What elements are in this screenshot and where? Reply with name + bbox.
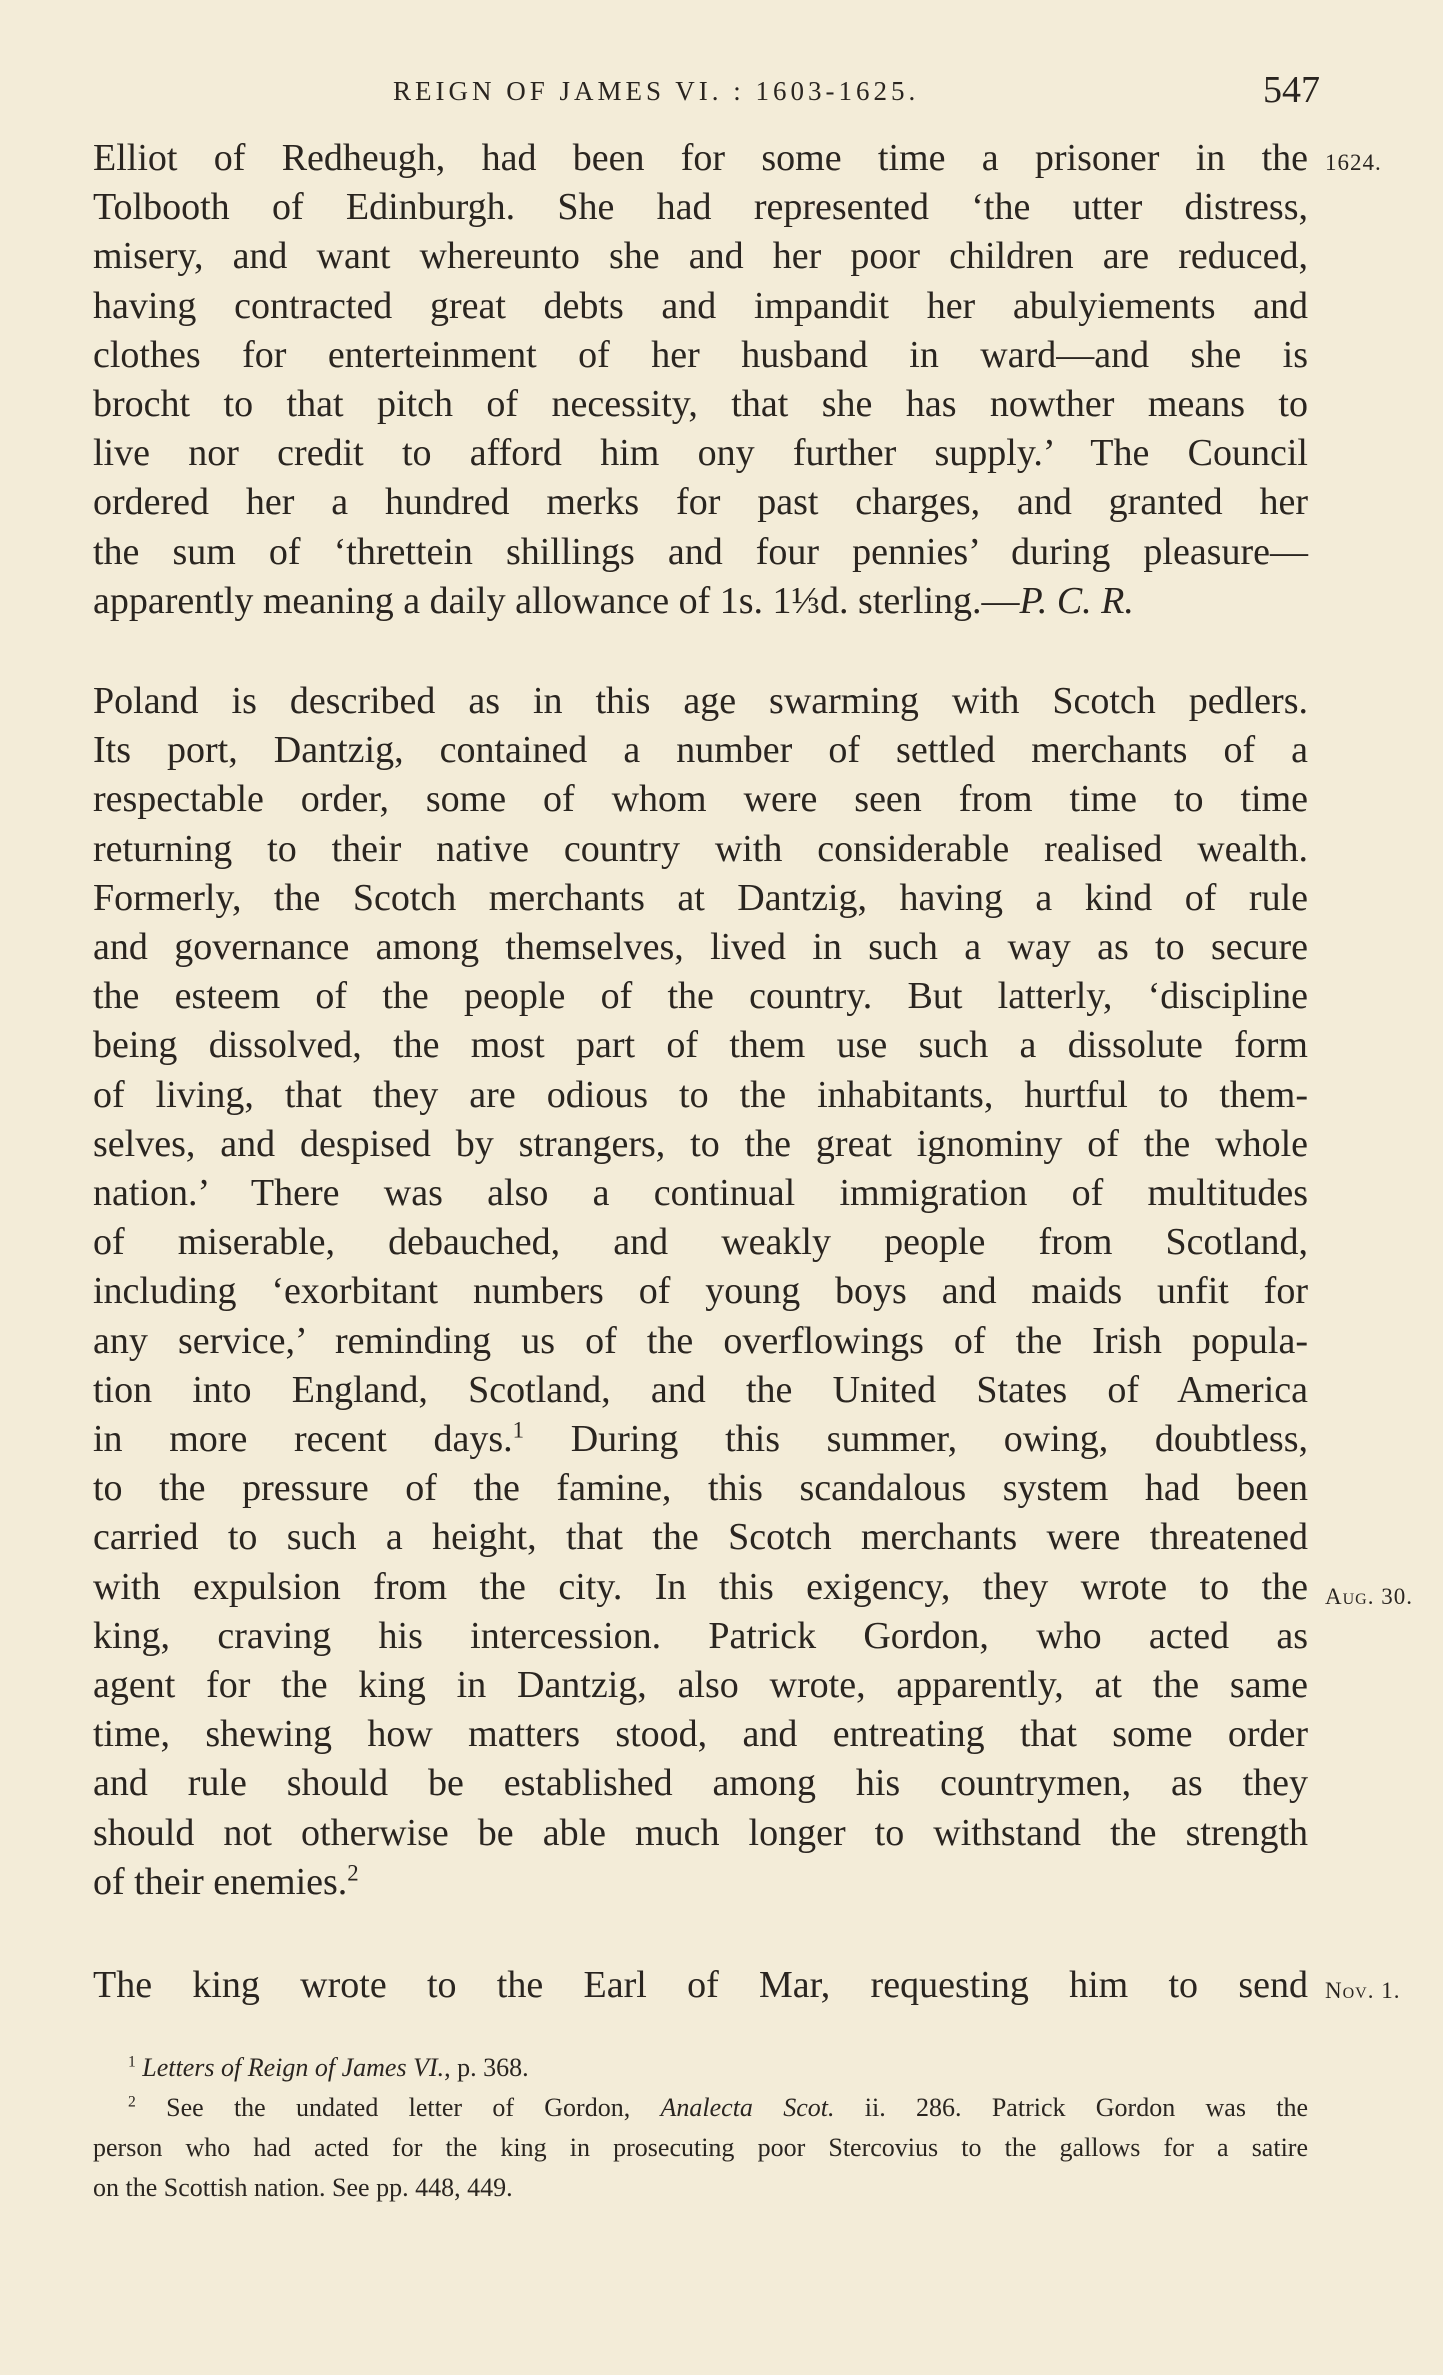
text-fragment: of their enemies. — [93, 1860, 348, 1903]
text-line: having contracted great debts and impandit her abulyiements and — [93, 284, 1308, 327]
text-line: Formerly, the Scotch merchants at Dantzig, having a kind of rule — [93, 876, 1308, 919]
footnote-2 — [93, 2088, 1308, 2128]
text-line: time, shewing how matters stood, and entreating that some order — [93, 1713, 1308, 1756]
text-line: clothes for enterteinment of her husband in ward—and she is — [93, 333, 1308, 376]
footnote-title: Analecta Scot. — [660, 2093, 835, 2122]
text-line: nation.’ There was also a continual immigration of multitudes — [93, 1172, 1308, 1215]
footnote-2-line: on the Scottish nation. See pp. 448, 449. — [93, 2173, 513, 2202]
text-line: brocht to that pitch of necessity, that she has nowther means to — [93, 383, 1308, 426]
footnote-ref-1: 1 — [512, 1417, 525, 1443]
text-line: including ‘exorbitant numbers of young boys and maids unfit for — [93, 1270, 1308, 1313]
text-line: The king wrote to the Earl of Mar, requesting him to send — [93, 1964, 1308, 2006]
footnote-title: Letters of Reign of James VI. — [142, 2053, 445, 2082]
text-line: of living, that they are odious to the inhabitants, hurtful to them- — [93, 1073, 1308, 1116]
text-line: respectable order, some of whom were seen from time to time — [93, 778, 1308, 821]
text-line: ordered her a hundred merks for past charges, and granted her — [93, 481, 1308, 524]
text-line — [93, 577, 1308, 626]
paragraph-prisoner — [93, 134, 1308, 626]
paragraph-poland — [93, 677, 1308, 1907]
text-line — [93, 1415, 1308, 1464]
footnotes — [93, 2048, 1308, 2208]
text-line: live nor credit to afford him ony further supply.’ The Council — [93, 432, 1308, 475]
text-line: carried to such a height, that the Scotch merchants were threatened — [93, 1516, 1308, 1559]
text-fragment: During this summer, owing, doubtless, — [524, 1418, 1308, 1461]
footnote-text: ii. 286. Patrick Gordon was the — [834, 2093, 1309, 2122]
text-line: misery, and want whereunto she and her poor children are reduced, — [93, 235, 1308, 278]
text-line: selves, and despised by strangers, to the great ignominy of the whole — [93, 1122, 1308, 1165]
text-line: to the pressure of the famine, this scandalous system had been — [93, 1467, 1308, 1510]
footnote-1 — [93, 2048, 1308, 2088]
text-line: returning to their native country with considerable realised wealth. — [93, 827, 1308, 870]
page-header — [93, 62, 1320, 122]
margin-note-aug: Aug. 30. — [1325, 1584, 1413, 1609]
text-line: Its port, Dantzig, contained a number of settled merchants of a — [93, 729, 1308, 772]
margin-note-year: 1624. — [1325, 150, 1382, 175]
running-title: REIGN OF JAMES VI. : 1603-1625. — [393, 76, 920, 106]
text-line: Tolbooth of Edinburgh. She had represented ‘the utter distress, — [93, 186, 1308, 229]
text-fragment: in more recent days. — [93, 1418, 513, 1461]
footnote-2-line: person who had acted for the king in prosecuting poor Stercovius to the gallows for a satire — [93, 2133, 1308, 2162]
citation: P. C. R. — [1019, 579, 1134, 622]
footnote-text: See the undated letter of Gordon, — [166, 2093, 661, 2122]
text-line: and governance among themselves, lived in such a way as to secure — [93, 926, 1308, 969]
text-line: should not otherwise be able much longer to withstand the strength — [93, 1811, 1308, 1854]
text-line: agent for the king in Dantzig, also wrote, apparently, at the same — [93, 1664, 1308, 1707]
text-line: the sum of ‘threttein shillings and four pennies’ during pleasure— — [93, 530, 1308, 573]
footnote-ref-2: 2 — [347, 1860, 359, 1886]
text-line: Poland is described as in this age swarming with Scotch pedlers. — [93, 680, 1308, 722]
text-line: Elliot of Redheugh, had been for some time a prisoner in the — [93, 137, 1308, 179]
text-line: king, craving his intercession. Patrick Gordon, who acted as — [93, 1614, 1308, 1657]
page-number: 547 — [1263, 69, 1320, 111]
text-line: the esteem of the people of the country. But latterly, ‘discipline — [93, 975, 1308, 1018]
text-line: of miserable, debauched, and weakly people from Scotland, — [93, 1221, 1308, 1264]
text-line: with expulsion from the city. In this exigency, they wrote to the — [93, 1565, 1308, 1608]
text-line — [93, 1858, 1308, 1907]
text-line: any service,’ reminding us of the overflowings of the Irish popula- — [93, 1319, 1308, 1362]
margin-note-nov: Nov. 1. — [1325, 1978, 1401, 2003]
text-line: and rule should be established among his countrymen, as they — [93, 1762, 1308, 1805]
text-line: being dissolved, the most part of them use such a dissolute form — [93, 1024, 1308, 1067]
footnote-mark: 2 — [128, 2093, 136, 2111]
text-fragment: apparently meaning a daily allowance of 1s. 1⅓d. sterling.— — [93, 579, 1020, 622]
footnote-mark: 1 — [128, 2053, 136, 2071]
text-line: tion into England, Scotland, and the United States of America — [93, 1368, 1308, 1411]
paragraph-king-mar — [93, 1961, 1308, 2010]
footnote-text: , p. 368. — [444, 2053, 529, 2082]
